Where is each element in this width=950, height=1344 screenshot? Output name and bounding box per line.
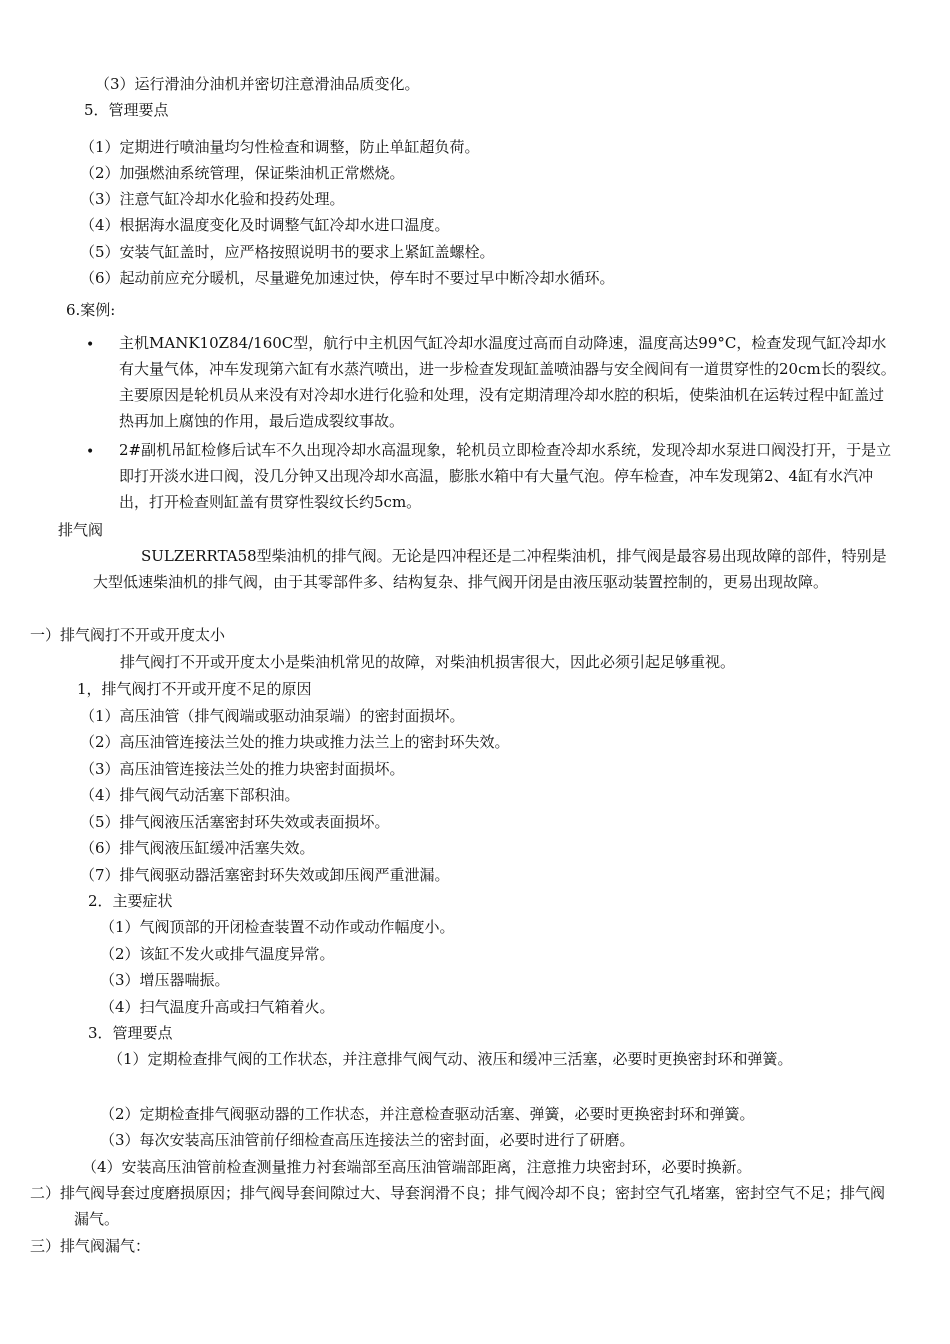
list-item: （3）高压油管连接法兰处的推力块密封面损坏。	[80, 760, 405, 778]
list-item: （1）定期进行喷油量均匀性检查和调整，防止单缸超负荷。	[80, 138, 480, 156]
intro-paragraph: SULZERRTA58型柴油机的排气阀。无论是四冲程还是二冲程柴油机，排气阀是最容易出现故障的部件，特别是大型低速柴油机的排气阀，由于其零部件多、结构复杂、排气阀开闭是由液压驱动装置控制的，更易出现故障。	[93, 547, 887, 591]
list-item: （1）高压油管（排气阀端或驱动油泵端）的密封面损坏。	[80, 707, 465, 725]
list-item: （6）起动前应充分暖机，尽量避免加速过快，停车时不要过早中断冷却水循环。	[80, 269, 615, 287]
bullet-icon: •	[86, 337, 95, 353]
part-heading: 一）排气阀打不开或开度太小	[30, 626, 226, 644]
section-heading: 5．管理要点	[84, 101, 169, 119]
list-item: （2）该缸不发火或排气温度异常。	[100, 945, 335, 963]
list-item: （5）排气阀液压活塞密封环失效或表面损坏。	[80, 813, 390, 831]
list-item: （3）每次安装高压油管前仔细检查高压连接法兰的密封面，必要时进行了研磨。	[100, 1131, 635, 1149]
list-item: （2）定期检查排气阀驱动器的工作状态，并注意检查驱动活塞、弹簧，必要时更换密封环和弹簧。	[100, 1105, 755, 1123]
list-item: （4）扫气温度升高或扫气箱着火。	[100, 998, 335, 1016]
list-item: （4）安装高压油管前检查测量推力衬套端部至高压油管端部距离，注意推力块密封环，必要时换新。	[82, 1158, 752, 1176]
list-item: （3）增压器喘振。	[100, 971, 230, 989]
list-item: （6）排气阀液压缸缓冲活塞失效。	[80, 839, 315, 857]
list-item: （1）气阀顶部的开闭检查装置不动作或动作幅度小。	[100, 918, 455, 936]
subsection-heading: 3．管理要点	[88, 1024, 173, 1042]
case-paragraph: 主机MANK10Z84/160C型，航行中主机因气缸冷却水温度过高而自动降速，温度高达99°C，检查发现气缸冷却水有大量气体，冲车发现第六缸有水蒸汽喷出，进一步检查发现缸盖喷油器与安全阀间有一道贯穿性的20cm长的裂纹。主要原因是轮机员从来没有对冷却水进行化验和处理，没有定期清理冷却水腔的积垢，使柴油机在运转过程中缸盖过热再加上腐蚀的作用，最后造成裂纹事故。	[119, 334, 896, 430]
subsection-heading: 1，排气阀打不开或开度不足的原因	[77, 680, 312, 698]
text-line: 排气阀打不开或开度太小是柴油机常见的故障，对柴油机损害很大，因此必须引起足够重视。	[120, 653, 736, 671]
list-item: （4）排气阀气动活塞下部积油。	[80, 786, 300, 804]
subsection-heading: 2．主要症状	[88, 892, 173, 910]
list-item: （5）安装气缸盖时，应严格按照说明书的要求上紧缸盖螺栓。	[80, 243, 495, 261]
part-heading: 三）排气阀漏气：	[30, 1237, 151, 1255]
case-paragraph: 2#副机吊缸检修后试车不久出现冷却水高温现象，轮机员立即检查冷却水系统，发现冷却水泵进口阀没打开，于是立即打开淡水进口阀，没几分钟又出现冷却水高温，膨胀水箱中有大量气泡。停车检查，冲车发现第2、4缸有水汽冲出，打开检查则缸盖有贯穿性裂纹长约5cm。	[119, 441, 892, 511]
bullet-icon: •	[86, 444, 95, 460]
list-item: （1）定期检查排气阀的工作状态，并注意排气阀气动、液压和缓冲三活塞，必要时更换密封环和弹簧。	[108, 1050, 793, 1068]
list-item: （7）排气阀驱动器活塞密封环失效或卸压阀严重泄漏。	[80, 866, 450, 884]
list-item: （3）注意气缸冷却水化验和投药处理。	[80, 190, 345, 208]
section-title: 排气阀	[58, 521, 104, 539]
section-heading: 6.案例:	[66, 301, 116, 319]
list-item: （4）根据海水温度变化及时调整气缸冷却水进口温度。	[80, 216, 450, 234]
part-heading: 二）排气阀导套过度磨损原因；排气阀导套间隙过大、导套润滑不良；排气阀冷却不良；密封空气孔堵塞，密封空气不足；排气阀漏气。	[30, 1184, 886, 1228]
text-line: （3）运行滑油分油机并密切注意滑油品质变化。	[95, 75, 420, 93]
list-item: （2）高压油管连接法兰处的推力块或推力法兰上的密封环失效。	[80, 733, 510, 751]
list-item: （2）加强燃油系统管理，保证柴油机正常燃烧。	[80, 164, 405, 182]
